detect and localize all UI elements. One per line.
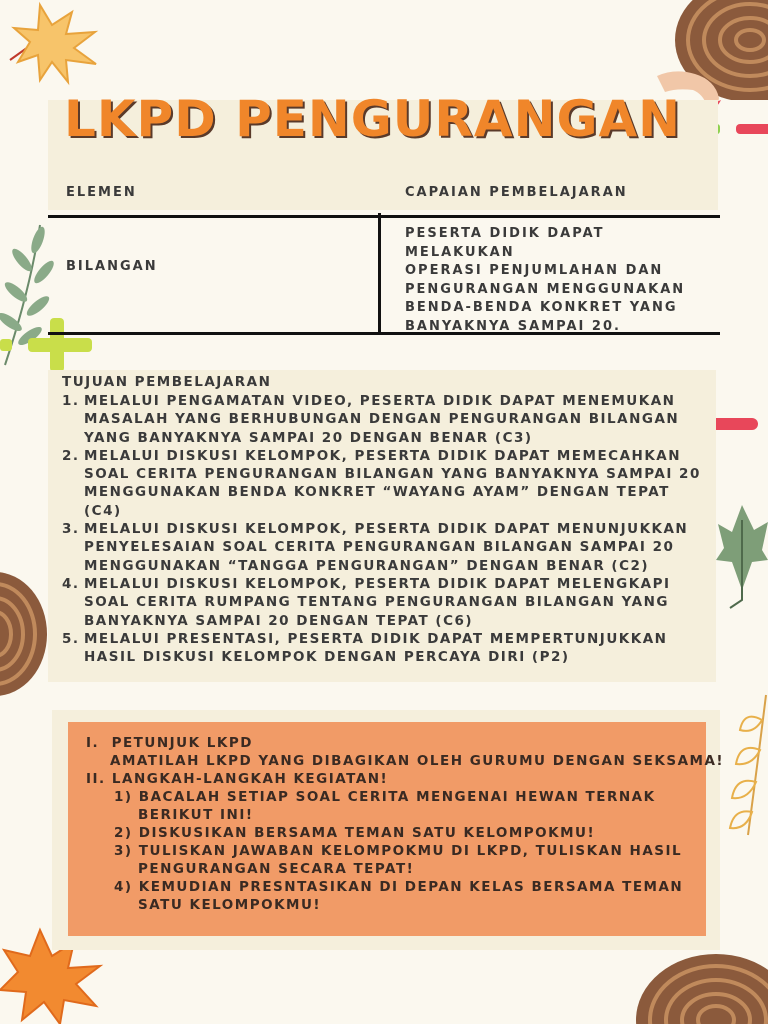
step-text: TULISKAN JAWABAN KELOMPOKMU DI LKPD, TULISKAN HASIL [138,843,683,859]
list-item-text: MELALUI DISKUSI KELOMPOK, PESERTA DIDIK DAPAT MEMECAHKAN SOAL CERITA PENGURANGAN BILANGAN YANG BANYAKNYA SAMPAI 20 MENGGUNAKAN BENDA KONKRET “WAYANG AYAM” DENGAN TEPAT (C4) [84,447,701,519]
list-item-number: 1. [62,393,80,409]
page-title: LKPD PENGURANGAN [63,90,682,148]
step-text: BACALAH SETIAP SOAL CERITA MENGENAI HEWAN TERNAK [138,789,656,805]
leaf-branch-icon [718,690,768,840]
leaf-icon [712,500,768,610]
tujuan-heading: TUJUAN PEMBELAJARAN [62,374,272,390]
step-item [86,788,706,806]
step-number: 2) [114,825,133,841]
table-divider-vertical [378,213,381,335]
plus-icon [0,315,95,375]
list-item-text: MELALUI DISKUSI KELOMPOK, PESERTA DIDIK DAPAT MENUNJUKKAN PENYELESAIAN SOAL CERITA PENGURANGAN BILANGAN SAMPAI 20 MENGGUNAKAN “TANGGA PENGURANGAN” DENGAN BENAR (C2) [84,521,689,574]
maple-leaf-icon [0,0,120,90]
list-item-text: MELALUI DISKUSI KELOMPOK, PESERTA DIDIK DAPAT MELENGKAPI SOAL CERITA RUMPANG TENTANG PENGURANGAN BILANGAN YANG BANYAKNYA SAMPAI 20 DENGAN TEPAT (C6) [84,575,671,629]
step-item-continuation: BERIKUT INI! [138,807,254,823]
step-item [86,824,706,842]
list-item-number: 3. [62,521,80,538]
list-item [62,447,712,520]
step-number: 1) [114,789,133,805]
list-item-text: MELALUI PRESENTASI, PESERTA DIDIK DAPAT MEMPERTUNJUKKAN HASIL DISKUSI KELOMPOK DENGAN PERCAYA DIRI (P2) [84,630,668,666]
section-title: LANGKAH-LANGKAH KEGIATAN! [111,771,389,787]
tujuan-list [62,392,712,666]
list-item-number: 4. [62,575,80,592]
table-header-elemen: ELEMEN [66,185,137,200]
table-cell-capaian: PESERTA DIDIK DAPAT MELAKUKAN OPERASI PENJUMLAHAN DAN PENGURANGAN MENGGUNAKAN BENDA-BENDA KONKRET YANG BANYAKNYA SAMPAI 20. [405,226,686,334]
step-text: KEMUDIAN PRESNTASIKAN DI DEPAN KELAS BERSAMA TEMAN [138,879,684,895]
list-item-text: MELALUI PENGAMATAN VIDEO, PESERTA DIDIK DAPAT MENEMUKAN MASALAH YANG BERHUBUNGAN DENGAN PENGURANGAN BILANGAN YANG BANYAKNYA SAMPAI 20 DENGAN BENAR (C3) [84,393,680,446]
list-item [62,520,712,575]
section-title: PETUNJUK LKPD [111,735,253,751]
table-header-capaian: CAPAIAN PEMBELAJARAN [405,185,628,200]
table-cell-elemen: BILANGAN [66,259,158,274]
step-text: DISKUSIKAN BERSAMA TEMAN SATU KELOMPOKMU! [138,825,596,841]
petunjuk-instruction: AMATILAH LKPD YANG DIBAGIKAN OLEH GURUMU DENGAN SEKSAMA! [110,753,725,769]
step-item [86,878,706,896]
section-number: I. [86,735,100,751]
step-item-continuation: PENGURANGAN SECARA TEPAT! [138,861,415,877]
step-item [86,842,706,860]
tree-ring-icon [636,940,768,1024]
list-item [62,575,712,630]
list-item-number: 5. [62,630,80,647]
list-item [62,392,712,447]
table-divider-top [48,215,720,218]
tree-ring-icon [0,570,50,700]
step-number: 3) [114,843,133,859]
list-item-number: 2. [62,447,80,464]
petunjuk-text [86,734,725,914]
step-item-continuation: SATU KELOMPOKMU! [138,897,322,913]
petunjuk-section-title [86,734,706,752]
langkah-section-title [86,770,706,788]
section-number: II. [86,771,106,787]
step-number: 4) [114,879,133,895]
list-item [62,630,712,667]
